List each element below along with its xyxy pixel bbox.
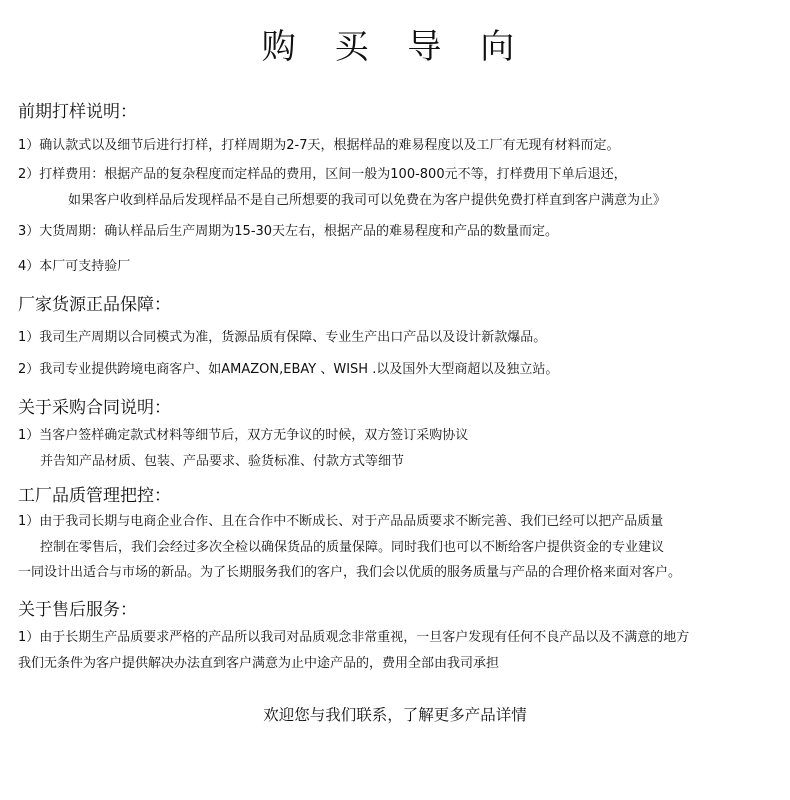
section-heading-factory-source: 厂家货源正品保障： — [18, 295, 171, 315]
quality-control-line-1: 1）由于我司长期与电商企业合作、且在合作中不断成长、对于产品品质要求不断完善、我们已经可以把产品质量 — [18, 514, 664, 529]
sampling-line-5: 4）本厂可支持验厂 — [18, 259, 131, 274]
section-heading-sampling: 前期打样说明： — [18, 102, 137, 122]
sampling-line-3: 如果客户收到样品后发现样品不是自己所想要的我司可以免费在为客户提供免费打样直到客户满意为止》 — [68, 193, 667, 208]
quality-control-line-3: 一同设计出适合与市场的新品。为了长期服务我们的客户，我们会以优质的服务质量与产品的合理价格来面对客户。 — [18, 565, 682, 580]
page-title: 购 买 导 向 — [261, 27, 529, 67]
quality-control-line-2: 控制在零售后，我们会经过多次全检以确保货品的质量保障。同时我们也可以不断给客户提供资金的专业建议 — [40, 540, 665, 555]
section-heading-quality-control: 工厂品质管理把控： — [18, 486, 171, 506]
section-heading-contract: 关于采购合同说明： — [18, 398, 171, 418]
section-heading-after-sales: 关于售后服务： — [18, 600, 137, 620]
sampling-line-1: 1）确认款式以及细节后进行打样，打样周期为2-7天，根据样品的难易程度以及工厂有无现有材料而定。 — [18, 138, 620, 153]
sampling-line-4: 3）大货周期：确认样品后生产周期为15-30天左右，根据产品的难易程度和产品的数量而定。 — [18, 224, 559, 239]
contract-line-1: 1）当客户签样确定款式材料等细节后，双方无争议的时候，双方签订采购协议 — [18, 428, 469, 443]
sampling-line-2: 2）打样费用：根据产品的复杂程度而定样品的费用，区间一般为100-800元不等，打样费用下单后退还， — [18, 167, 627, 182]
factory-source-line-1: 1）我司生产周期以合同模式为准，货源品质有保障、专业生产出口产品以及设计新款爆品。 — [18, 330, 547, 345]
factory-source-line-2: 2）我司专业提供跨境电商客户、如AMAZON,EBAY 、WISH .以及国外大型商超以及独立站。 — [18, 362, 559, 377]
contact-invitation: 欢迎您与我们联系，了解更多产品详情 — [263, 706, 527, 724]
contract-line-2: 并告知产品材质、包装、产品要求、验货标准、付款方式等细节 — [40, 454, 405, 469]
after-sales-line-1: 1）由于长期生产品质要求严格的产品所以我司对品质观念非常重视，一旦客户发现有任何不良产品以及不满意的地方 — [18, 630, 690, 645]
after-sales-line-2: 我们无条件为客户提供解决办法直到客户满意为止中途产品的，费用全部由我司承担 — [18, 656, 500, 671]
